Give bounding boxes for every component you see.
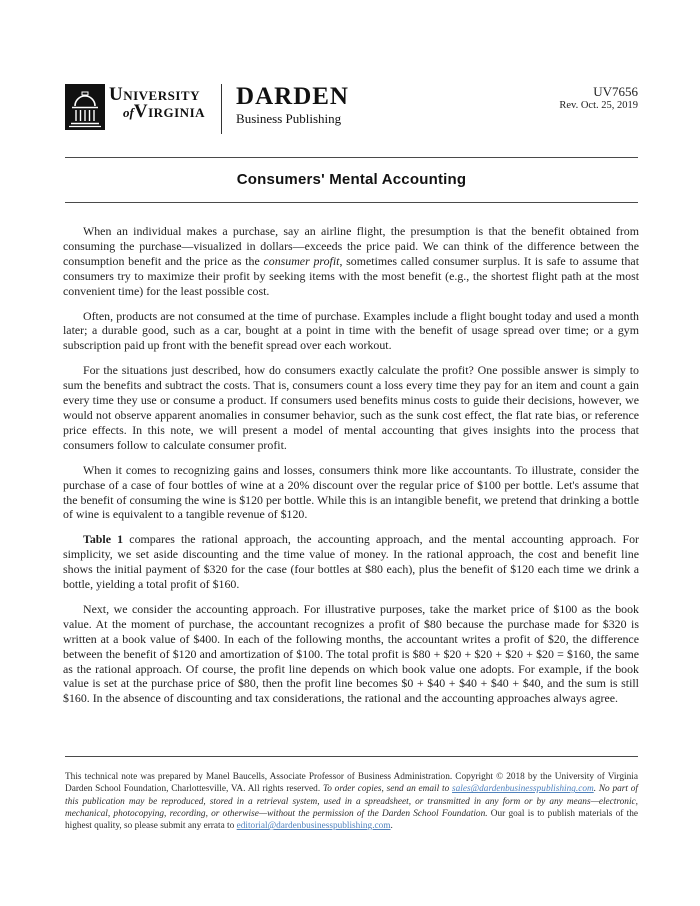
text-segment: Next, we consider the accounting approach. For illustrative purposes, take the market price of $100 as the book value. At the moment of purchase, the accountant recognizes a profit of $80 because the purchase made for $320 is written at a book value of $400. In each of the following months, the accountant writes a profit of $20, the difference between the benefit of $120 and amortization of $100. The total profit is $80 + $20 + $20 + $20 + $20 = $160, the same as the rational approach. Of course, the profit line depends on which book value one adopts. For example, if the book value is set at the purchase price of $80, then the profit line becomes $0 + $40 + $40 + $40 + $40, and the sum is still $160. In the absence of discounting and tax considerations, the rational and the accounting approaches always agree.	[63, 601, 639, 706]
text-segment: When an individual makes a purchase, say an airline flight, the presumption is that the benefit obtained from consuming the purchase—visualized in dollars—exceeds the price paid. We can think of the difference between the consumption benefit and the price as the	[63, 224, 639, 268]
page-footer	[65, 756, 638, 832]
paragraph	[63, 532, 639, 592]
title-rule-bottom	[65, 202, 638, 203]
text-segment: For the situations just described, how do consumers exactly calculate the profit? One possible answer is simply to sum the benefits and subtract the costs. That is, consumers count a loss every time they pay for an item and count a gain every time they use or consume a product. If consumers used benefits minus costs to guide their decisions, however, we would not observe apparent anomalies in consumer behavior, such as the sunk cost effect, the flat rate bias, or reference price effects. In this note, we will present a model of mental accounting that gives insights into the process that consumers follow to calculate consumer profit.	[63, 363, 639, 452]
text-segment: Often, products are not consumed at the time of purchase. Examples include a flight bought today and used a month later; a durable good, such as a car, bought at a point in time with the benefit of usage spread over time; or a gym subscription paid up front with the benefit spread over each workout.	[63, 308, 639, 353]
text-segment: .	[390, 821, 393, 832]
text-segment: Table 1	[83, 532, 124, 547]
page-header	[65, 82, 638, 138]
footer-credits	[65, 771, 638, 832]
uva-logo	[65, 82, 205, 130]
text-segment: When it comes to recognizing gains and losses, consumers think more like accountants. To illustrate, consider the purchase of a case of four bottles of wine at a 20% discount over the regular price of $100 per bottle. Let's assume that the benefit of consuming the wine is $120 per bottle. While this is an intangible benefit, we pretend that drinking a bottle of wine is equivalent to a tangible revenue of $120.	[63, 462, 639, 522]
title-block	[65, 157, 638, 203]
email-link[interactable]: editorial@dardenbusinesspublishing.com	[236, 821, 391, 832]
paragraph	[63, 224, 639, 299]
email-link[interactable]: sales@dardenbusinesspublishing.com	[452, 784, 594, 795]
title-rule-top	[65, 157, 638, 158]
text-segment: compares the rational approach, the accounting approach, and the mental accounting approach. For simplicity, we set aside discounting and the time value of money. In the rational approach, the cost and benefit line shows the initial payment of $320 for the case (four bottles at $80 each), plus the benefit of $120 each time we drink a bottle, yielding a total profit of $160.	[63, 532, 639, 592]
text-segment: Our goal is to publish materials of the highest quality, so please submit any errata to	[65, 808, 638, 832]
text-segment: This technical note was prepared by Manel Baucells, Associate Professor of Business Administration. Copyright © 2018 by the University of Virginia Darden School Foundation, Charlottesville, VA. All rights reserved.	[65, 772, 638, 795]
page-title: Consumers' Mental Accounting	[236, 171, 467, 188]
document-info	[559, 82, 638, 112]
text-segment: , sometimes called consumer surplus. It is safe to assume that consumers try to maximize their profit by seeking items with the most benefit (e.g., the shortest flight path at the most convenient time) for the least possible cost.	[63, 253, 639, 298]
header-divider	[221, 84, 222, 134]
document-revision-date: Rev. Oct. 25, 2019	[559, 100, 638, 111]
paragraph	[63, 602, 639, 706]
uva-wordmark	[109, 82, 205, 121]
paragraph	[63, 463, 639, 523]
paragraph	[63, 363, 639, 452]
paragraph	[63, 309, 639, 354]
text-segment: .	[593, 784, 599, 795]
footer-rule	[65, 756, 638, 757]
document-code: UV7656	[593, 84, 638, 99]
uva-word-of: of	[123, 105, 134, 120]
text-segment: consumer profit	[263, 253, 340, 268]
uva-word-virginia: Virginia	[133, 101, 206, 122]
document-body	[63, 224, 639, 716]
uva-word-university: University	[109, 84, 200, 105]
publisher-subtitle: Business Publishing	[236, 111, 342, 126]
publisher-logo	[236, 82, 349, 127]
rotunda-icon	[65, 84, 105, 130]
text-segment: No part of this publication may be reproduced, stored in a retrieval system, used in a spreadsheet, or transmitted in any form or by any means—electronic, mechanical, photocopying, recording, or otherwise—without the permission of the Darden School Foundation.	[65, 784, 638, 819]
text-segment: To order copies, send an email to	[322, 784, 452, 795]
publisher-name: DARDEN	[236, 83, 349, 110]
